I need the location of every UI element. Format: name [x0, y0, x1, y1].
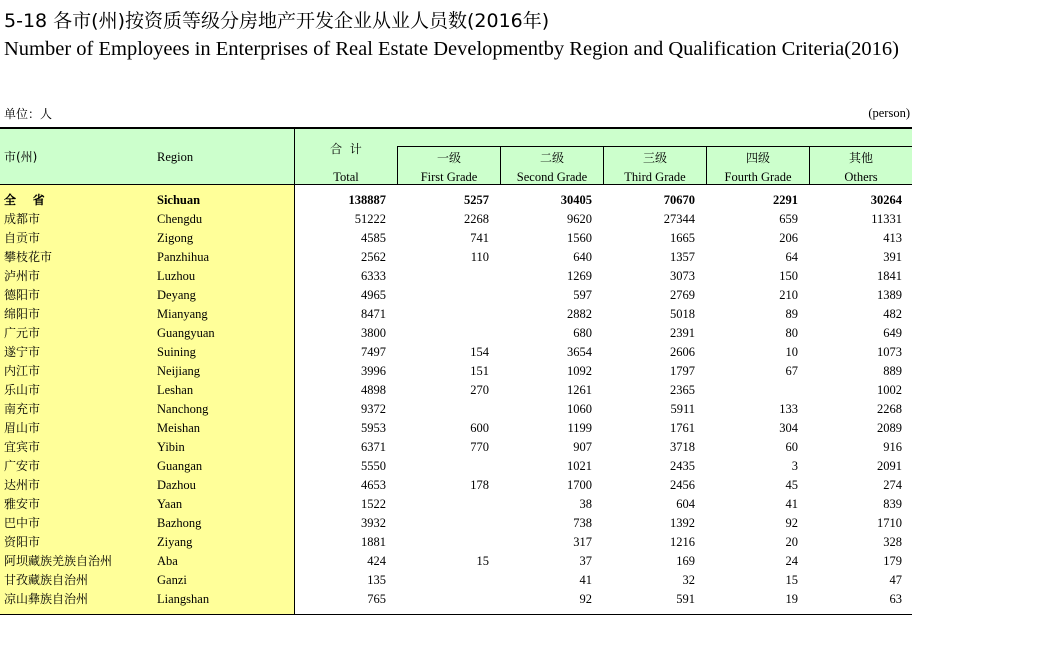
region-name-en: Yaan [157, 497, 183, 511]
cell-value: 1710 [877, 516, 902, 530]
table-row [0, 324, 912, 343]
cell-value: 41 [579, 573, 592, 587]
cell-value: 20 [785, 535, 798, 549]
cell-value: 1199 [567, 421, 592, 435]
header-grade-en: First Grade [420, 170, 478, 184]
table-row [0, 419, 912, 438]
header-grade-en: Third Grade [624, 170, 686, 184]
cell-value: 38 [579, 497, 592, 511]
cell-value: 9372 [361, 402, 386, 416]
cell-value: 1761 [670, 421, 695, 435]
cell-value: 640 [573, 250, 592, 264]
cell-value: 1665 [670, 231, 695, 245]
region-name-cn: 宜宾市 [4, 440, 41, 454]
cell-value: 2089 [877, 421, 902, 435]
cell-value: 64 [785, 250, 798, 264]
cell-value: 3800 [361, 326, 386, 340]
cell-value: 70670 [663, 193, 695, 207]
header-grade-cn: 四级 [745, 151, 770, 165]
header-grade-cn: 三级 [642, 151, 667, 165]
cell-value: 2606 [670, 345, 695, 359]
cell-value: 839 [883, 497, 902, 511]
table-row [0, 248, 912, 267]
region-name-cn: 巴中市 [4, 516, 41, 530]
cell-value: 5953 [361, 421, 386, 435]
cell-value: 1700 [567, 478, 592, 492]
table-row [0, 286, 912, 305]
header-region-en: Region [157, 150, 194, 164]
table-row [0, 514, 912, 533]
region-name-en: Leshan [157, 383, 194, 397]
cell-value: 210 [779, 288, 798, 302]
table-row [0, 191, 912, 210]
cell-value: 1560 [567, 231, 592, 245]
cell-value: 5911 [670, 402, 695, 416]
cell-value: 5257 [464, 193, 489, 207]
region-name-cn: 雅安市 [4, 497, 41, 511]
cell-value: 4585 [361, 231, 386, 245]
cell-value: 37 [579, 554, 592, 568]
cell-value: 133 [779, 402, 798, 416]
cell-value: 3 [791, 459, 798, 473]
table-row [0, 590, 912, 609]
cell-value: 63 [889, 592, 902, 606]
cell-value: 680 [573, 326, 592, 340]
cell-value: 391 [883, 250, 902, 264]
cell-value: 45 [785, 478, 798, 492]
region-name-en: Yibin [157, 440, 185, 454]
cell-value: 1002 [877, 383, 902, 397]
cell-value: 30405 [560, 193, 592, 207]
cell-value: 2882 [567, 307, 592, 321]
table-row [0, 267, 912, 286]
cell-value: 916 [883, 440, 902, 454]
region-name-en: Sichuan [157, 193, 201, 207]
cell-value: 3718 [670, 440, 695, 454]
header-total-en: Total [333, 170, 359, 184]
cell-value: 6371 [361, 440, 386, 454]
region-name-en: Chengdu [157, 212, 203, 226]
cell-value: 889 [883, 364, 902, 378]
region-name-en: Luzhou [157, 269, 196, 283]
cell-value: 24 [785, 554, 798, 568]
cell-value: 4653 [361, 478, 386, 492]
cell-value: 2268 [464, 212, 489, 226]
cell-value: 482 [883, 307, 902, 321]
table-body [0, 191, 912, 609]
cell-value: 738 [573, 516, 592, 530]
cell-value: 3654 [567, 345, 592, 359]
region-name-cn: 全 省 [4, 193, 45, 207]
region-name-en: Neijiang [157, 364, 201, 378]
cell-value: 5550 [361, 459, 386, 473]
unit-label-english: (person) [868, 106, 910, 120]
cell-value: 179 [883, 554, 902, 568]
cell-value: 89 [785, 307, 798, 321]
cell-value: 765 [367, 592, 386, 606]
cell-value: 3932 [361, 516, 386, 530]
region-name-en: Nanchong [157, 402, 209, 416]
table-row [0, 438, 912, 457]
page-title-english: Number of Employees in Enterprises of Real Estate Developmentby Region and Qualification Criteria(2016) [4, 38, 899, 60]
table-row [0, 552, 912, 571]
cell-value: 1392 [670, 516, 695, 530]
cell-value: 1841 [877, 269, 902, 283]
cell-value: 4965 [361, 288, 386, 302]
cell-value: 1357 [670, 250, 695, 264]
cell-value: 2365 [670, 383, 695, 397]
region-name-cn: 遂宁市 [4, 345, 41, 359]
cell-value: 1021 [567, 459, 592, 473]
region-name-en: Guangyuan [157, 326, 215, 340]
header-grade-en: Second Grade [516, 170, 588, 184]
cell-value: 15 [476, 554, 489, 568]
cell-value: 1216 [670, 535, 695, 549]
table-bottom-border [0, 614, 912, 615]
cell-value: 1389 [877, 288, 902, 302]
table-row [0, 533, 912, 552]
cell-value: 4898 [361, 383, 386, 397]
header-grade-en: Others [844, 170, 878, 184]
cell-value: 2268 [877, 402, 902, 416]
table-row [0, 362, 912, 381]
cell-value: 6333 [361, 269, 386, 283]
cell-value: 317 [573, 535, 592, 549]
table-row [0, 400, 912, 419]
cell-value: 206 [779, 231, 798, 245]
region-name-cn: 甘孜藏族自治州 [4, 573, 89, 587]
table-row [0, 229, 912, 248]
table-row [0, 343, 912, 362]
cell-value: 2456 [670, 478, 695, 492]
cell-value: 2435 [670, 459, 695, 473]
cell-value: 304 [779, 421, 798, 435]
header-divider [397, 146, 912, 147]
table-row [0, 210, 912, 229]
region-name-cn: 绵阳市 [4, 307, 41, 321]
region-name-en: Zigong [157, 231, 194, 245]
header-region-cn: 市(州) [4, 150, 38, 164]
cell-value: 649 [883, 326, 902, 340]
cell-value: 92 [785, 516, 798, 530]
cell-value: 110 [470, 250, 489, 264]
cell-value: 41 [785, 497, 798, 511]
cell-value: 169 [676, 554, 695, 568]
region-name-cn: 攀枝花市 [4, 250, 53, 264]
region-name-en: Dazhou [157, 478, 196, 492]
header-grade-cn: 一级 [436, 151, 461, 165]
page-title-chinese: 5-18 各市(州)按资质等级分房地产开发企业从业人员数(2016年) [4, 10, 550, 32]
cell-value: 597 [573, 288, 592, 302]
cell-value: 274 [883, 478, 902, 492]
region-name-cn: 德阳市 [4, 288, 41, 302]
table-row [0, 476, 912, 495]
table-row [0, 571, 912, 590]
cell-value: 413 [883, 231, 902, 245]
cell-value: 1060 [567, 402, 592, 416]
cell-value: 2562 [361, 250, 386, 264]
cell-value: 1797 [670, 364, 695, 378]
cell-value: 604 [676, 497, 695, 511]
cell-value: 67 [785, 364, 798, 378]
region-name-en: Mianyang [157, 307, 208, 321]
cell-value: 1092 [567, 364, 592, 378]
cell-value: 1881 [361, 535, 386, 549]
cell-value: 10 [785, 345, 798, 359]
region-name-cn: 广元市 [4, 326, 41, 340]
cell-value: 328 [883, 535, 902, 549]
table-row [0, 457, 912, 476]
cell-value: 8471 [361, 307, 386, 321]
cell-value: 1073 [877, 345, 902, 359]
cell-value: 2769 [670, 288, 695, 302]
cell-value: 1269 [567, 269, 592, 283]
region-name-cn: 达州市 [4, 478, 41, 492]
cell-value: 11331 [871, 212, 902, 226]
header-grade-cn: 其他 [848, 151, 873, 165]
header-grade-en: Fourth Grade [724, 170, 792, 184]
cell-value: 32 [682, 573, 695, 587]
cell-value: 30264 [870, 193, 902, 207]
cell-value: 60 [785, 440, 798, 454]
region-name-en: Ziyang [157, 535, 193, 549]
cell-value: 2391 [670, 326, 695, 340]
cell-value: 9620 [567, 212, 592, 226]
region-name-cn: 眉山市 [4, 421, 41, 435]
region-name-cn: 凉山彝族自治州 [4, 592, 89, 606]
region-name-cn: 成都市 [4, 212, 41, 226]
region-name-cn: 广安市 [4, 459, 41, 473]
region-name-en: Suining [157, 345, 196, 359]
cell-value: 92 [579, 592, 592, 606]
unit-label-chinese: 单位：人 [4, 107, 53, 121]
cell-value: 270 [470, 383, 489, 397]
cell-value: 659 [779, 212, 798, 226]
region-name-en: Ganzi [157, 573, 187, 587]
cell-value: 424 [367, 554, 386, 568]
cell-value: 3073 [670, 269, 695, 283]
region-name-en: Bazhong [157, 516, 202, 530]
region-name-cn: 乐山市 [4, 383, 41, 397]
cell-value: 7497 [361, 345, 386, 359]
cell-value: 135 [367, 573, 386, 587]
cell-value: 154 [470, 345, 489, 359]
cell-value: 2091 [877, 459, 902, 473]
cell-value: 1261 [567, 383, 592, 397]
header-grade-cn: 二级 [539, 151, 564, 165]
cell-value: 907 [573, 440, 592, 454]
cell-value: 591 [676, 592, 695, 606]
table-row [0, 381, 912, 400]
region-name-en: Deyang [157, 288, 196, 302]
region-name-en: Meishan [157, 421, 201, 435]
table-row [0, 305, 912, 324]
cell-value: 80 [785, 326, 798, 340]
region-name-en: Panzhihua [157, 250, 210, 264]
region-name-cn: 自贡市 [4, 231, 41, 245]
cell-value: 770 [470, 440, 489, 454]
cell-value: 741 [470, 231, 489, 245]
region-name-cn: 阿坝藏族羌族自治州 [4, 554, 113, 568]
cell-value: 138887 [348, 193, 386, 207]
cell-value: 1522 [361, 497, 386, 511]
cell-value: 47 [889, 573, 902, 587]
cell-value: 19 [785, 592, 798, 606]
region-name-en: Aba [157, 554, 178, 568]
cell-value: 600 [470, 421, 489, 435]
region-name-cn: 南充市 [4, 402, 41, 416]
cell-value: 51222 [354, 212, 386, 226]
region-name-en: Guangan [157, 459, 203, 473]
header-divider [294, 128, 295, 185]
cell-value: 5018 [670, 307, 695, 321]
cell-value: 151 [470, 364, 489, 378]
table-row [0, 495, 912, 514]
region-name-cn: 泸州市 [4, 269, 41, 283]
cell-value: 27344 [663, 212, 695, 226]
region-name-cn: 内江市 [4, 364, 41, 378]
cell-value: 15 [785, 573, 798, 587]
region-name-en: Liangshan [157, 592, 210, 606]
cell-value: 3996 [361, 364, 386, 378]
region-name-cn: 资阳市 [4, 535, 41, 549]
cell-value: 178 [470, 478, 489, 492]
cell-value: 2291 [773, 193, 798, 207]
cell-value: 150 [779, 269, 798, 283]
header-total-cn: 合 计 [330, 142, 362, 156]
